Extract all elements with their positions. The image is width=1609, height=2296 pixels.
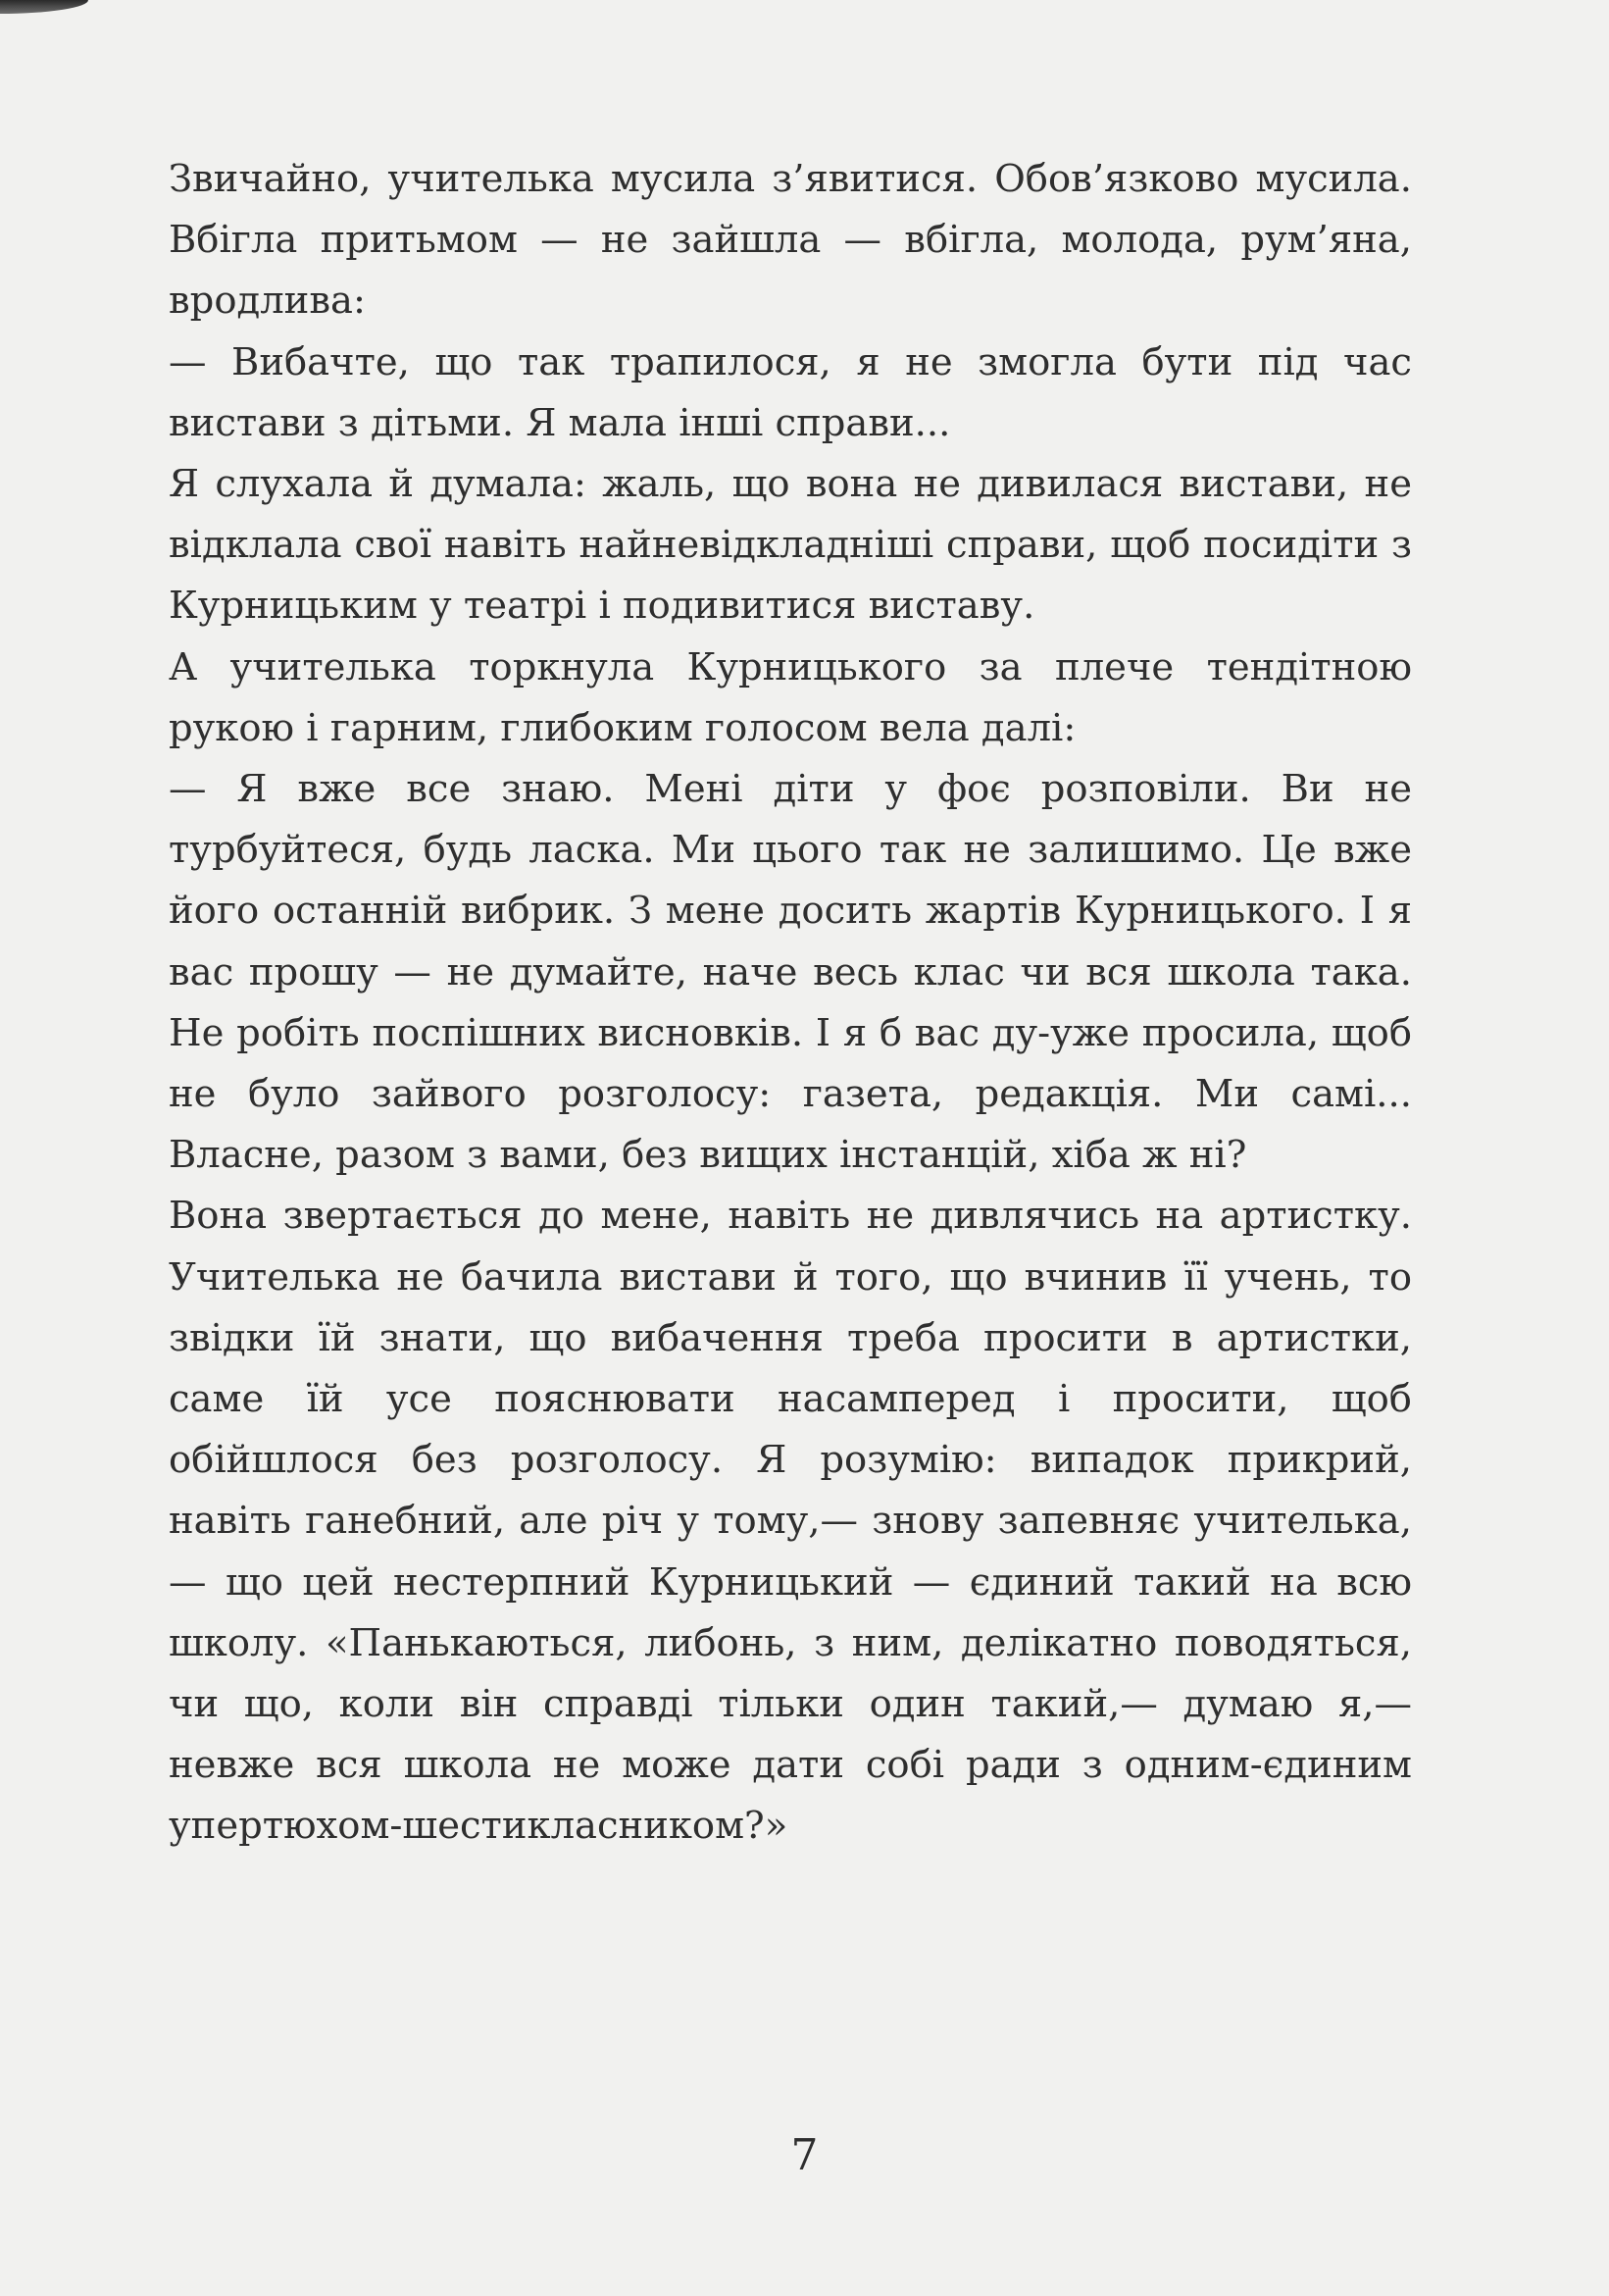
paragraph: Я слухала й думала: жаль, що вона не дивилася вистави, не відклала свої навіть найневідкладніші справи, щоб посидіти з Курницьким у театрі і подивитися виставу. xyxy=(169,462,1412,629)
scan-corner-shadow xyxy=(0,0,88,14)
paragraph: — Я вже все знаю. Мені діти у фоє розповіли. Ви не турбуйтеся, будь ласка. Ми цього так не залишимо. Це вже його останній вибрик. З мене досить жартів Курницького. І я вас прошу — не думайте, наче весь клас чи вся школа така. Не робіть поспішних висновків. І я б вас ду-уже просила, щоб не було зайвого розголосу: газета, редакція. Ми самі... Власне, разом з вами, без вищих інстанцій, хіба ж ні? xyxy=(169,767,1412,1178)
page-number: 7 xyxy=(790,2130,819,2180)
paragraph: А учителька торкнула Курницького за плече тендітною рукою і гарним, глибоким голосом вела далі: xyxy=(169,644,1412,750)
paragraph: Звичайно, учителька мусила з’явитися. Обов’язково мусила. Вбігла притьмом — не зайшла — вбігла, молода, рум’яна, вродлива: xyxy=(169,157,1412,324)
body-text xyxy=(169,149,1412,1858)
paragraph: — Вибачте, що так трапилося, я не змогла бути під час вистави з дітьми. Я мала інші справи... xyxy=(169,339,1412,445)
paragraph: Вона звертається до мене, навіть не дивлячись на артистку. Учителька не бачила вистави й того, що вчинив її учень, то звідки їй знати, що вибачення треба просити в артистки, саме їй усе пояснювати насамперед і просити, щоб обійшлося без розголосу. Я розумію: випадок прикрий, навіть ганебний, але річ у тому,— знову запевняє учителька,— що цей нестерпний Курницький — єдиний такий на всю школу. «Панькаються, либонь, з ним, делікатно поводяться, чи що, коли він справді тільки один такий,— думаю я,— невже вся школа не може дати собі ради з одним-єдиним упертюхом-шестикласником?» xyxy=(169,1194,1412,1849)
